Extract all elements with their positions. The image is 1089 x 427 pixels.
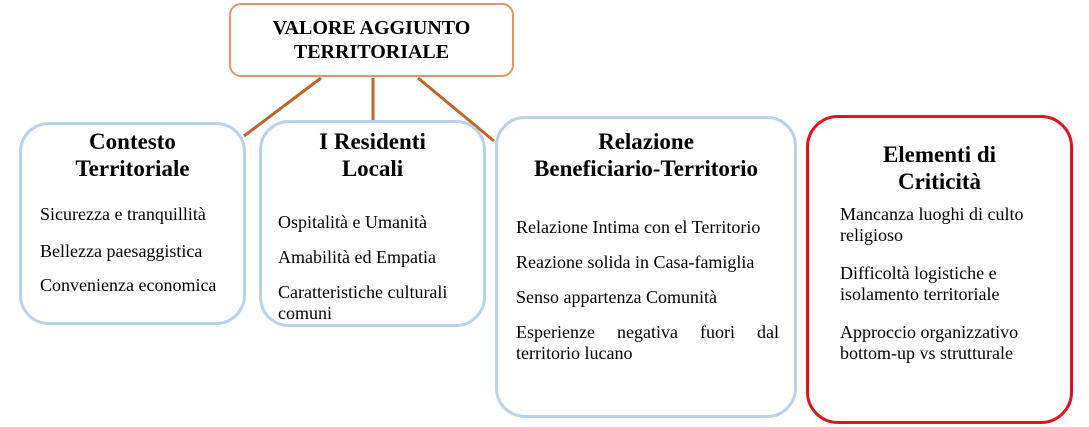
list-item: Reazione solida in Casa-famiglia: [516, 252, 755, 272]
list-item: Bellezza paesaggistica: [40, 241, 203, 261]
list-item: Difficoltà logistiche e isolamento territoriale: [840, 263, 1000, 304]
box-items: [40, 204, 245, 312]
root-title-line1: VALORE AGGIUNTO: [272, 17, 471, 39]
list-item: Esperienze negativa fuori dal territorio lucano: [516, 322, 779, 363]
box-title-line1: Contesto: [89, 129, 176, 154]
box-title: [262, 128, 483, 182]
box-items: [278, 212, 483, 338]
list-item: Convenienza economica: [40, 275, 217, 295]
box-items: [516, 217, 779, 378]
root-node-valore-aggiunto: [229, 3, 514, 77]
box-title-line2: Territoriale: [75, 156, 190, 181]
box-title-line2: Criticità: [897, 169, 981, 194]
box-title-line1: Relazione: [598, 129, 694, 154]
box-contesto-territoriale: [19, 122, 246, 325]
box-title: [809, 141, 1070, 195]
list-item: Senso appartenza Comunità: [516, 287, 717, 307]
root-title-line2: TERRITORIALE: [293, 41, 450, 63]
box-title-line1: I Residenti: [319, 129, 426, 154]
list-item: Mancanza luoghi di culto religioso: [840, 204, 1024, 245]
box-items: [840, 204, 1070, 381]
list-item: Sicurezza e tranquillità: [40, 204, 206, 224]
box-elementi-di-criticita: [806, 115, 1073, 424]
list-item: Relazione Intima con el Territorio: [516, 217, 761, 237]
list-item: Caratteristiche culturali comuni: [278, 282, 448, 323]
box-title-line2: Beneficiario-Territorio: [534, 156, 758, 181]
box-title-line1: Elementi di: [882, 142, 997, 167]
box-title: [498, 128, 794, 182]
list-item: Approccio organizzativo bottom-up vs strutturale: [840, 322, 1019, 363]
box-relazione-beneficiario-territorio: [495, 116, 797, 418]
list-item: Ospitalità e Umanità: [278, 212, 427, 232]
box-title-line2: Locali: [341, 156, 404, 181]
box-residenti-locali: [259, 120, 486, 327]
box-title: [22, 128, 243, 182]
list-item: Amabilità ed Empatia: [278, 247, 436, 267]
